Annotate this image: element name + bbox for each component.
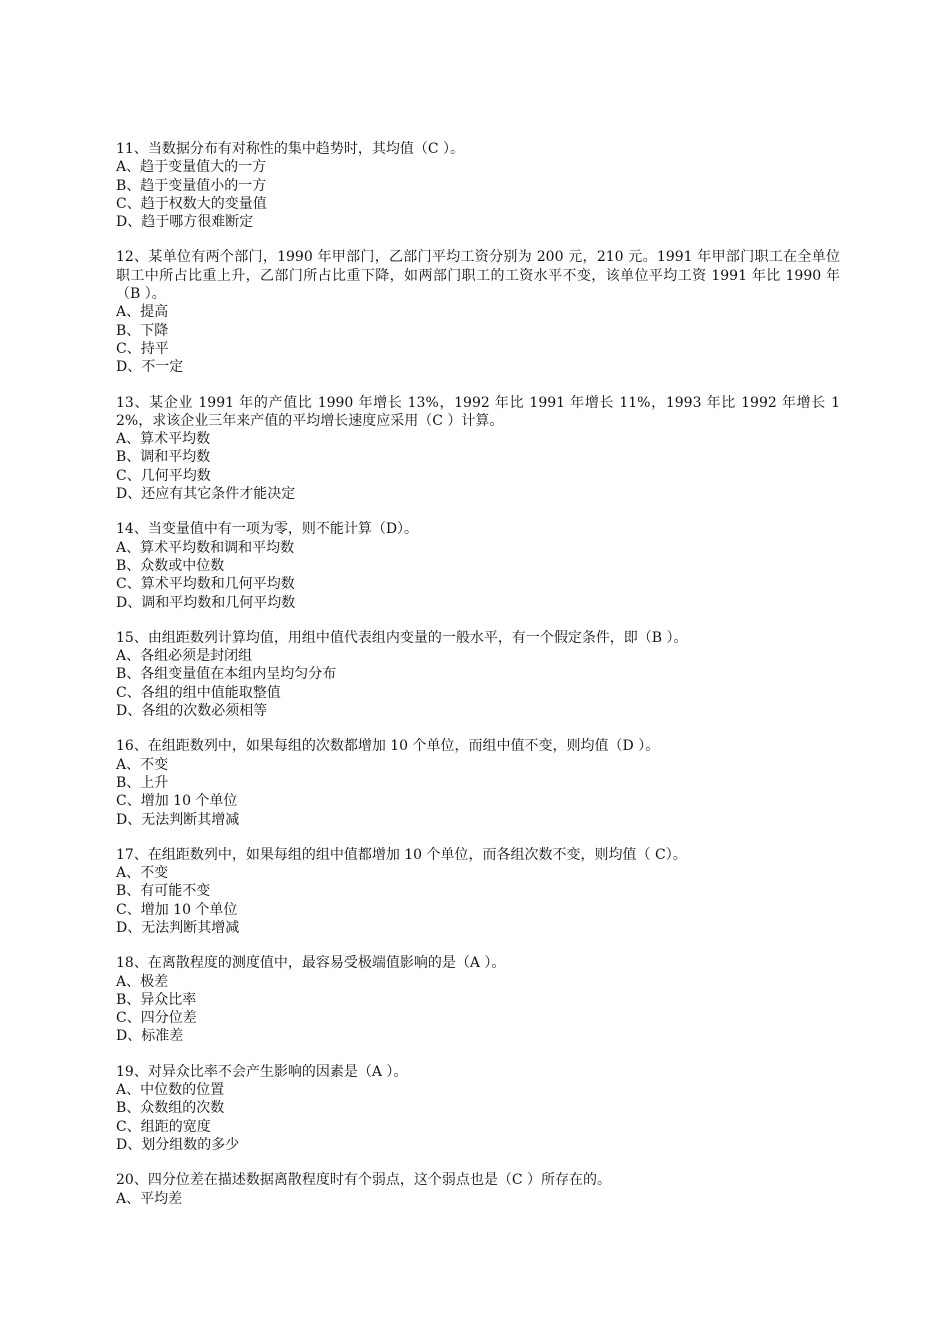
answer-option: D、趋于哪方很难断定 xyxy=(116,214,254,231)
answer-option: B、各组变量值在本组内呈均匀分布 xyxy=(116,666,337,683)
question-stem: 17、在组距数列中，如果每组的组中值都增加 10 个单位，而各组次数不变，则均值（ C）。 xyxy=(116,846,687,863)
answer-option: B、上升 xyxy=(116,774,169,791)
answer-option: B、下降 xyxy=(116,322,169,339)
question-block xyxy=(116,629,840,720)
question-block xyxy=(116,737,840,828)
answer-option: A、不变 xyxy=(116,756,169,773)
question-stem: 19、对异众比率不会产生影响的因素是（A ）。 xyxy=(116,1063,408,1080)
question-block xyxy=(116,394,840,504)
answer-option: D、调和平均数和几何平均数 xyxy=(116,594,296,611)
answer-option: B、众数组的次数 xyxy=(116,1100,225,1117)
question-stem: 20、四分位差在描述数据离散程度时有个弱点，这个弱点也是（C ）所存在的。 xyxy=(116,1172,611,1189)
answer-option: B、异众比率 xyxy=(116,991,197,1008)
answer-option: D、还应有其它条件才能决定 xyxy=(116,486,296,503)
answer-option: C、组距的宽度 xyxy=(116,1118,211,1135)
question-stem: 15、由组距数列计算均值，用组中值代表组内变量的一般水平，有一个假定条件，即（B ）。 xyxy=(116,629,688,646)
answer-option: B、众数或中位数 xyxy=(116,557,225,574)
document-page xyxy=(116,140,840,1225)
answer-option: C、增加 10 个单位 xyxy=(116,793,238,810)
answer-option: C、四分位差 xyxy=(116,1010,197,1027)
question-stem: 14、当变量值中有一项为零，则不能计算（D）。 xyxy=(116,521,419,538)
answer-option: A、各组必须是封闭组 xyxy=(116,648,253,665)
answer-option: A、提高 xyxy=(116,304,169,321)
question-stem: 13、某企业 1991 年的产值比 1990 年增长 13%，1992 年比 1991 年增长 11%，1993 年比 1992 年增长 12%，求该企业三年来产值的平均增长速度应采用（C ）计算。 xyxy=(116,394,840,429)
answer-option: D、各组的次数必须相等 xyxy=(116,703,268,720)
question-block xyxy=(116,520,840,611)
answer-option: C、趋于权数大的变量值 xyxy=(116,195,267,212)
question-block xyxy=(116,954,840,1045)
question-block xyxy=(116,1171,840,1208)
answer-option: A、极差 xyxy=(116,973,169,990)
question-stem: 16、在组距数列中，如果每组的次数都增加 10 个单位，而组中值不变，则均值（D ）。 xyxy=(116,738,660,755)
question-block xyxy=(116,1063,840,1154)
question-stem: 11、当数据分布有对称性的集中趋势时，其均值（C ）。 xyxy=(116,141,464,157)
answer-option: B、调和平均数 xyxy=(116,449,211,466)
answer-option: A、不变 xyxy=(116,865,169,882)
answer-option: D、不一定 xyxy=(116,359,184,376)
answer-option: D、划分组数的多少 xyxy=(116,1136,240,1153)
answer-option: C、增加 10 个单位 xyxy=(116,901,238,918)
answer-option: A、平均差 xyxy=(116,1190,183,1207)
question-stem: 12、某单位有两个部门，1990 年甲部门，乙部门平均工资分别为 200 元，210 元。1991 年甲部门职工在全单位职工中所占比重上升，乙部门所占比重下降，如两部门职工的工资水平不变，该单位平均工资 1991 年比 1990 年（B ）。 xyxy=(116,249,840,303)
answer-option: A、中位数的位置 xyxy=(116,1082,225,1099)
answer-option: A、算术平均数和调和平均数 xyxy=(116,539,295,556)
answer-option: A、算术平均数 xyxy=(116,431,211,448)
answer-option: C、几何平均数 xyxy=(116,467,211,484)
answer-option: A、趋于变量值大的一方 xyxy=(116,159,267,176)
answer-option: D、无法判断其增减 xyxy=(116,919,240,936)
question-block xyxy=(116,140,840,231)
answer-option: C、算术平均数和几何平均数 xyxy=(116,576,295,593)
answer-option: D、无法判断其增减 xyxy=(116,811,240,828)
answer-option: C、持平 xyxy=(116,340,169,357)
question-block xyxy=(116,846,840,937)
question-stem: 18、在离散程度的测度值中，最容易受极端值影响的是（A ）。 xyxy=(116,955,506,972)
answer-option: C、各组的组中值能取整值 xyxy=(116,684,281,701)
answer-option: B、有可能不变 xyxy=(116,883,211,900)
answer-option: D、标准差 xyxy=(116,1028,184,1045)
question-block xyxy=(116,248,840,376)
answer-option: B、趋于变量值小的一方 xyxy=(116,177,267,194)
